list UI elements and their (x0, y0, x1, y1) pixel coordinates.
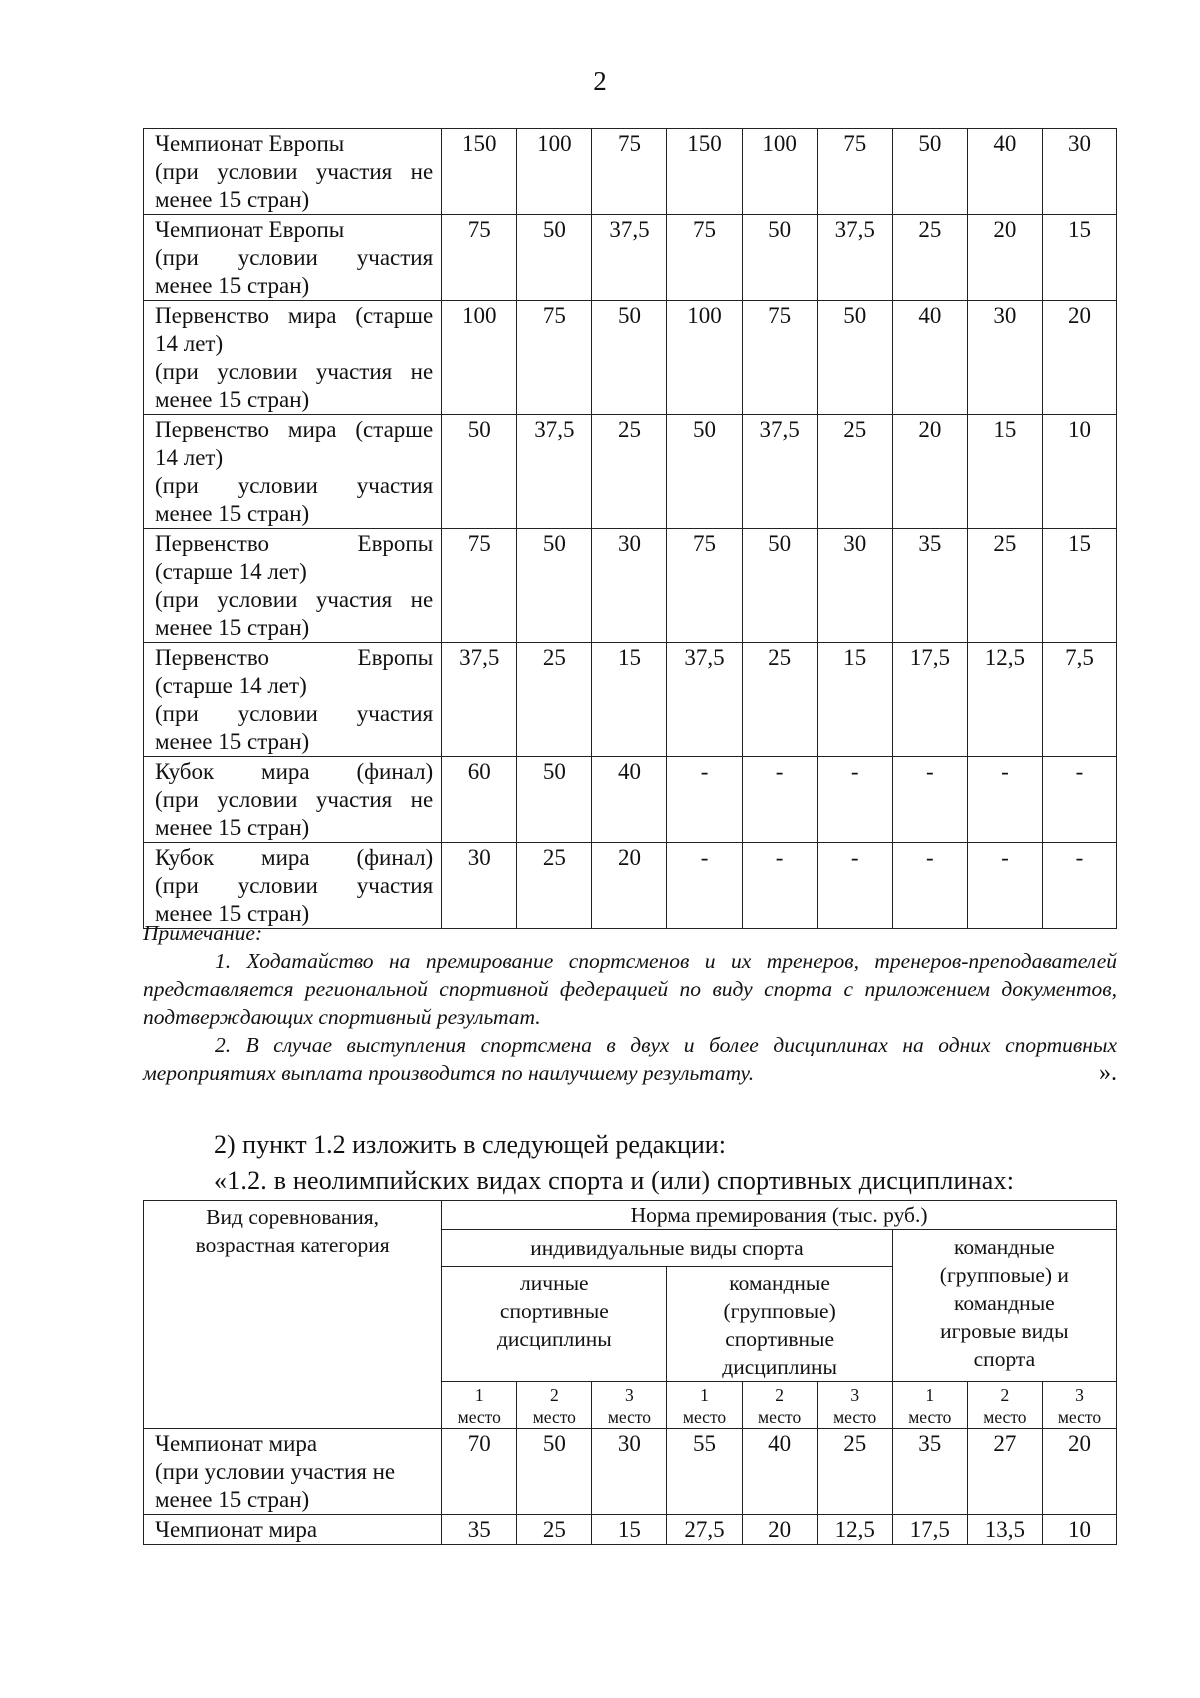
value-cell: 60 (442, 757, 517, 843)
competition-name-line: Чемпионат Европы (155, 217, 345, 242)
note-item-1: 1. Ходатайство на премирование спортсменов и их тренеров, тренеров-преподавателей представляется региональной спортивной федерацией по виду спорта с приложением документов, подтверждающих спортивный результат. (143, 949, 1117, 1029)
value-cell: - (742, 757, 817, 843)
table-row (144, 301, 1117, 415)
competition-name-line: Чемпионат Европы (155, 131, 345, 156)
value-cell: 50 (667, 415, 742, 529)
header-team-line: командные (954, 1235, 1055, 1259)
competition-name-line: Чемпионат мира (155, 1431, 318, 1456)
value-cell: 15 (817, 643, 892, 757)
value-cell: 35 (892, 529, 967, 643)
value-cell: - (667, 757, 742, 843)
value-cell: 50 (592, 301, 667, 415)
place-number: 3 (850, 1385, 860, 1405)
value-cell: 50 (517, 1429, 592, 1515)
place-word: место (1057, 1407, 1102, 1427)
value-cell: 30 (592, 529, 667, 643)
header-personal-line: дисциплины (496, 1327, 612, 1351)
value-cell: 70 (442, 1429, 517, 1515)
value-cell: 20 (967, 215, 1042, 301)
place-word: место (607, 1407, 652, 1427)
value-cell: 15 (1042, 529, 1116, 643)
table-row (144, 1429, 1117, 1515)
value-cell: 75 (742, 301, 817, 415)
value-cell: 37,5 (442, 643, 517, 757)
header-norm: Норма премирования (тыс. руб.) (442, 1201, 1117, 1230)
header-teamdisc-line: спортивные (725, 1327, 835, 1351)
value-cell: 25 (967, 529, 1042, 643)
value-cell: 40 (742, 1429, 817, 1515)
value-cell: 25 (517, 643, 592, 757)
note-item-2 (143, 1031, 1117, 1087)
competition-name-line: (при условии участия не (155, 1459, 396, 1484)
table-row (144, 843, 1117, 929)
competition-name-cell (144, 1429, 442, 1515)
value-cell: 7,5 (1042, 643, 1116, 757)
value-cell: 75 (442, 529, 517, 643)
competition-name-line: Первенство Европы (155, 645, 434, 670)
value-cell: 20 (892, 415, 967, 529)
competition-name-cell (144, 643, 442, 757)
place-header-cell (817, 1382, 892, 1429)
header-teamdisc-line: дисциплины (722, 1355, 837, 1379)
competition-name-line: менее 15 стран) (155, 615, 310, 640)
competition-name-line: (при условии участия (155, 473, 434, 498)
header-personal-line: личные (520, 1271, 589, 1295)
place-word: место (532, 1407, 576, 1427)
competition-name-line: (при условии участия не (155, 159, 434, 184)
table-row (144, 215, 1117, 301)
value-cell: 37,5 (667, 643, 742, 757)
value-cell: 100 (742, 129, 817, 215)
competition-name-line: (старше 14 лет) (155, 673, 307, 698)
header-team-line: (групповые) и (939, 1263, 1069, 1287)
value-cell: 20 (592, 843, 667, 929)
competition-name-line: (при условии участия не (155, 359, 434, 384)
value-cell: 10 (1042, 415, 1116, 529)
competition-name-line: менее 15 стран) (155, 729, 310, 754)
place-header-cell (517, 1382, 592, 1429)
value-cell: 25 (742, 643, 817, 757)
competition-name-line: менее 15 стран) (155, 387, 310, 412)
competition-name-cell (144, 415, 442, 529)
competition-name-line: Первенство мира (старше (155, 303, 434, 328)
competition-name-cell (144, 129, 442, 215)
competition-name-line: менее 15 стран) (155, 1487, 310, 1512)
header-team-line: игровые виды (940, 1319, 1069, 1343)
value-cell: - (742, 843, 817, 929)
place-word: место (758, 1407, 802, 1427)
value-cell: 25 (592, 415, 667, 529)
value-cell: - (967, 757, 1042, 843)
value-cell: 13,5 (967, 1515, 1042, 1545)
value-cell: - (892, 843, 967, 929)
closing-quote: ». (1099, 1060, 1117, 1086)
competition-name-cell (144, 757, 442, 843)
competition-name-line: менее 15 стран) (155, 815, 310, 840)
table-body (144, 1201, 1117, 1545)
place-word: место (682, 1407, 727, 1427)
value-cell: 75 (817, 129, 892, 215)
competition-name-line: менее 15 стран) (155, 501, 310, 526)
value-cell: 75 (592, 129, 667, 215)
value-cell: 37,5 (817, 215, 892, 301)
place-number: 1 (925, 1385, 935, 1405)
value-cell: 27,5 (667, 1515, 742, 1545)
value-cell: 75 (442, 215, 517, 301)
competition-name-line: 14 лет) (155, 445, 224, 470)
competition-name-line: Первенство Европы (155, 531, 434, 556)
header-personal-disciplines (442, 1267, 667, 1382)
value-cell: 150 (667, 129, 742, 215)
table-body (144, 129, 1117, 929)
value-cell: - (892, 757, 967, 843)
competition-name-line: менее 15 стран) (155, 273, 310, 298)
competition-name-line: менее 15 стран) (155, 187, 310, 212)
value-cell: 15 (1042, 215, 1116, 301)
competition-name-line: Чемпионат мира (155, 1517, 318, 1542)
value-cell: 17,5 (892, 643, 967, 757)
place-header-cell (592, 1382, 667, 1429)
header-team-sports (892, 1230, 1116, 1382)
value-cell: 15 (592, 1515, 667, 1545)
value-cell: 12,5 (817, 1515, 892, 1545)
value-cell: - (667, 843, 742, 929)
value-cell: 17,5 (892, 1515, 967, 1545)
value-cell: 50 (817, 301, 892, 415)
competition-name-line: Первенство мира (старше (155, 417, 434, 442)
competition-name-line: (при условии участия не (155, 787, 434, 812)
value-cell: 35 (892, 1429, 967, 1515)
place-number: 2 (775, 1385, 784, 1405)
value-cell: 50 (742, 215, 817, 301)
value-cell: 100 (667, 301, 742, 415)
value-cell: 50 (517, 757, 592, 843)
competition-name-cell (144, 301, 442, 415)
value-cell: 25 (817, 415, 892, 529)
value-cell: 37,5 (592, 215, 667, 301)
header-team-disciplines (667, 1267, 892, 1382)
competition-name-line: (при условии участия (155, 873, 434, 898)
place-header-cell (1042, 1382, 1116, 1429)
place-number: 3 (1075, 1385, 1084, 1405)
value-cell: 100 (517, 129, 592, 215)
header-team-line: спорта (973, 1347, 1036, 1371)
value-cell: 37,5 (517, 415, 592, 529)
competition-name-line: 14 лет) (155, 331, 224, 356)
value-cell: 30 (442, 843, 517, 929)
value-cell: 50 (742, 529, 817, 643)
header-competition-type (144, 1201, 442, 1429)
value-cell: 50 (442, 415, 517, 529)
value-cell: 30 (967, 301, 1042, 415)
value-cell: 75 (667, 215, 742, 301)
header-personal-line: спортивные (499, 1299, 609, 1323)
place-header-cell (967, 1382, 1042, 1429)
value-cell: - (1042, 843, 1116, 929)
place-header-cell (442, 1382, 517, 1429)
competition-name-line: (при условии участия (155, 701, 434, 726)
value-cell: - (817, 757, 892, 843)
paragraph-clause-1-2: «1.2. в неолимпийских видах спорта и (или) спортивных дисциплинах: (214, 1166, 1015, 1195)
competition-name-cell (144, 1515, 442, 1545)
page-number: 2 (593, 66, 607, 96)
table-row (144, 129, 1117, 215)
value-cell: 20 (1042, 1429, 1116, 1515)
place-header-cell (742, 1382, 817, 1429)
competition-name-line: (при условии участия не (155, 587, 434, 612)
value-cell: 15 (592, 643, 667, 757)
competition-name-line: менее 15 стран) (155, 901, 310, 926)
value-cell: 150 (442, 129, 517, 215)
competition-name-line: Кубок мира (финал) (155, 759, 434, 784)
competition-name-line: (при условии участия (155, 245, 434, 270)
value-cell: 35 (442, 1515, 517, 1545)
value-cell: - (967, 843, 1042, 929)
value-cell: 100 (442, 301, 517, 415)
place-number: 2 (549, 1385, 559, 1405)
value-cell: 50 (892, 129, 967, 215)
value-cell: 30 (1042, 129, 1116, 215)
value-cell: 10 (1042, 1515, 1116, 1545)
value-cell: 40 (592, 757, 667, 843)
awards-table-non-olympic (143, 1200, 1117, 1545)
paragraph-item-2: 2) пункт 1.2 изложить в следующей редакции: (214, 1130, 726, 1159)
value-cell: 15 (967, 415, 1042, 529)
place-word: место (983, 1407, 1027, 1427)
place-number: 1 (474, 1385, 484, 1405)
value-cell: 55 (667, 1429, 742, 1515)
header-teamdisc-line: командные (729, 1271, 830, 1295)
note-item-2-text: 2. В случае выступления спортсмена в двух и более дисциплинах на одних спортивных мероприятиях выплата производится по наилучшему результату. (143, 1033, 1117, 1085)
table-row (144, 1515, 1117, 1545)
value-cell: 40 (892, 301, 967, 415)
value-cell: 12,5 (967, 643, 1042, 757)
value-cell: 25 (517, 1515, 592, 1545)
value-cell: 30 (817, 529, 892, 643)
header-left-line: Вид соревнования, (206, 1205, 380, 1229)
table-row (144, 415, 1117, 529)
value-cell: 20 (742, 1515, 817, 1545)
value-cell: 75 (517, 301, 592, 415)
value-cell: 25 (892, 215, 967, 301)
table-row (144, 757, 1117, 843)
value-cell: - (1042, 757, 1116, 843)
competition-name-cell (144, 215, 442, 301)
value-cell: 25 (517, 843, 592, 929)
value-cell: 37,5 (742, 415, 817, 529)
value-cell: 50 (517, 215, 592, 301)
place-word: место (908, 1407, 952, 1427)
value-cell: 30 (592, 1429, 667, 1515)
note-title: Примечание: (143, 921, 263, 945)
table-row (144, 643, 1117, 757)
value-cell: 27 (967, 1429, 1042, 1515)
value-cell: - (817, 843, 892, 929)
place-word: место (833, 1407, 877, 1427)
value-cell: 20 (1042, 301, 1116, 415)
header-team-line: командные (954, 1291, 1055, 1315)
header-individual: индивидуальные виды спорта (442, 1230, 893, 1267)
place-number: 1 (700, 1385, 709, 1405)
competition-name-cell (144, 529, 442, 643)
table-row (144, 529, 1117, 643)
header-left-line: возрастная категория (195, 1233, 390, 1257)
competition-name-line: Кубок мира (финал) (155, 845, 434, 870)
value-cell: 75 (667, 529, 742, 643)
place-word: место (457, 1407, 501, 1427)
competition-name-cell (144, 843, 442, 929)
header-row-1 (144, 1201, 1117, 1230)
value-cell: 50 (517, 529, 592, 643)
place-number: 3 (625, 1385, 634, 1405)
competition-name-line: (старше 14 лет) (155, 559, 307, 584)
place-header-cell (667, 1382, 742, 1429)
place-number: 2 (1000, 1385, 1010, 1405)
value-cell: 25 (817, 1429, 892, 1515)
header-teamdisc-line: (групповые) (723, 1299, 836, 1323)
awards-table-olympic-continuation (143, 128, 1117, 929)
place-header-cell (892, 1382, 967, 1429)
value-cell: 40 (967, 129, 1042, 215)
